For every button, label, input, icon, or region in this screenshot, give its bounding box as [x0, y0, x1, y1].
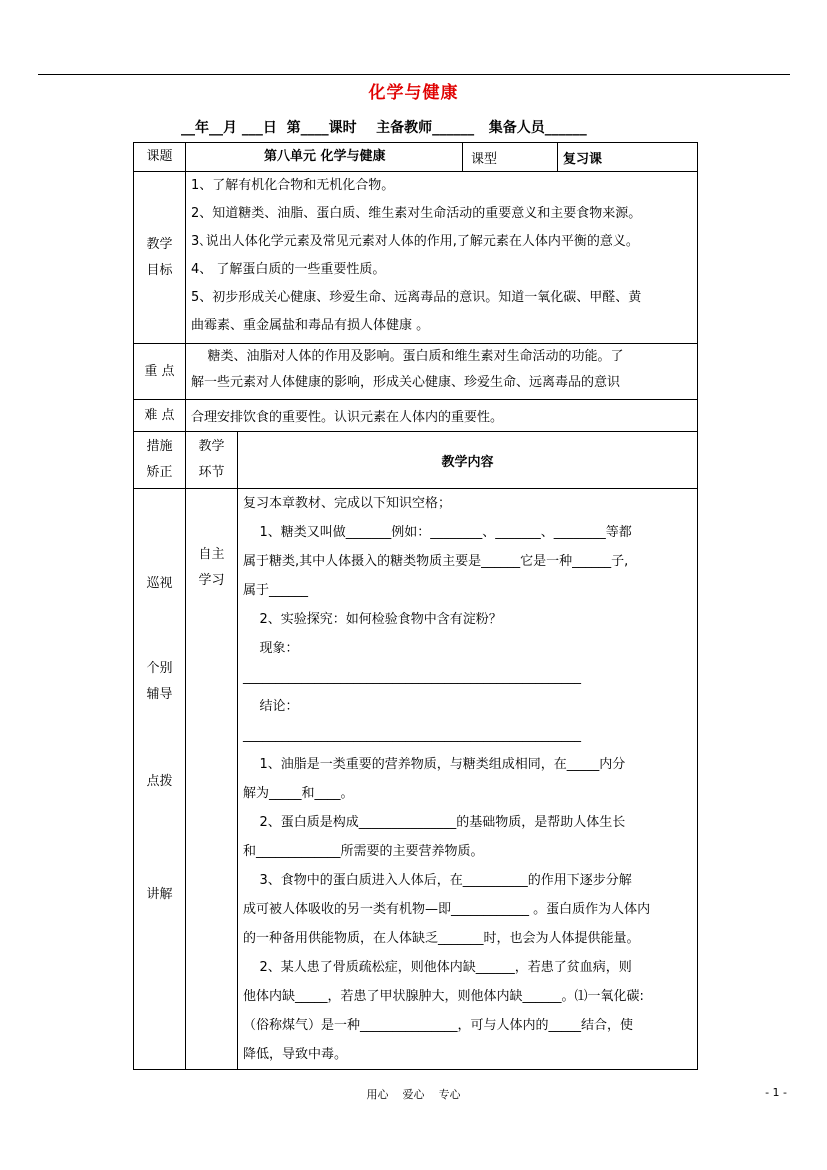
- content-line: 属于______: [243, 583, 309, 598]
- side-label: 讲解: [146, 887, 173, 902]
- type-value: 复习课: [558, 143, 698, 172]
- side-label: 点拨: [146, 774, 173, 789]
- content-line: 3、食物中的蛋白质进入人体后，在__________的作用下逐步分解: [243, 873, 632, 888]
- key-points-label: 重 点: [134, 344, 186, 400]
- goal-item: 5、初步形成关心健康、珍爱生命、远离毒品的意识。知道一氧化碳、甲醛、黄: [191, 290, 642, 305]
- topic-value: 第八单元 化学与健康: [186, 143, 463, 172]
- content-line: 结论：: [243, 699, 299, 714]
- content-line: 解为_____和____。: [243, 786, 354, 801]
- goal-item: 3､说出人体化学元素及常见元素对人体的作用,了解元素在人体内平衡的意义。: [191, 234, 639, 249]
- header-rule: [38, 74, 790, 75]
- content-line: ____________________________________________________: [243, 670, 581, 685]
- goals-label-2: 目标: [146, 262, 173, 278]
- content-line: 2、某人患了骨质疏松症，则他体内缺______，若患了贫血病，则: [243, 960, 632, 975]
- key-points-content: [186, 344, 698, 400]
- measures-header: [134, 432, 186, 489]
- content-line: 复习本章教材、完成以下知识空格；: [243, 496, 452, 511]
- content-line: 1、糖类又叫做_______例如：________、_______、________等都: [243, 525, 632, 540]
- measures-column: [134, 489, 186, 1070]
- measures-header-2: 矫正: [146, 465, 173, 480]
- key-points-row: [134, 344, 698, 400]
- difficulty-row: [134, 400, 698, 432]
- stage-column: [186, 489, 238, 1070]
- goal-item: 4、 了解蛋白质的一些重要性质。: [191, 262, 386, 277]
- content-row: [134, 489, 698, 1070]
- stage-header-2: 环节: [198, 465, 225, 480]
- content-line: 属于糖类,其中人体摄入的糖类物质主要是______它是一种______子,: [243, 554, 629, 569]
- content-line: 2、蛋白质是构成_______________的基础物质，是帮助人体生长: [243, 815, 626, 830]
- key-point-line: 糖类、油脂对人体的作用及影响。蛋白质和维生素对生命活动的功能。了: [191, 349, 624, 364]
- key-point-line: 解一些元素对人体健康的影响，形成关心健康、珍爱生命、远离毒品的意识: [191, 375, 621, 390]
- content-line: 现象：: [243, 641, 299, 656]
- content-line: 他体内缺_____，若患了甲状腺肿大，则他体内缺______。⑴一氧化碳:: [243, 989, 644, 1004]
- goals-label: [134, 172, 186, 344]
- stage-header: [186, 432, 238, 489]
- content-line: （俗称煤气）是一种_______________，可与人体内的_____结合，使: [243, 1018, 634, 1033]
- lesson-table: [133, 142, 698, 1070]
- content-line: 降低，导致中毒。: [243, 1047, 348, 1062]
- side-label: 个别: [146, 661, 173, 676]
- topic-row: [134, 143, 698, 172]
- topic-label: 课题: [134, 143, 186, 172]
- stage-label: 学习: [198, 573, 225, 588]
- page-number: - 1 -: [765, 1086, 787, 1099]
- content-header-row: [134, 432, 698, 489]
- content-line: 1、油脂是一类重要的营养物质，与糖类组成相同，在_____内分: [243, 757, 626, 772]
- content-body: [238, 489, 698, 1070]
- meta-line: __年__月 ___日 第____课时 主备教师______ 集备人员______: [181, 120, 587, 136]
- difficulty-label: 难 点: [134, 400, 186, 432]
- goal-item: 2、知道糖类、油脂、蛋白质、维生素对生命活动的重要意义和主要食物来源。: [191, 206, 642, 221]
- page-title: 化学与健康: [368, 83, 459, 103]
- content-line: 的一种备用供能物质，在人体缺乏_______时，也会为人体提供能量。: [243, 931, 640, 946]
- goals-content: [186, 172, 698, 344]
- goal-item: 1、了解有机化合物和无机化合物。: [191, 178, 395, 193]
- side-label: 辅导: [146, 687, 173, 702]
- content-header: 教学内容: [238, 432, 698, 489]
- difficulty-content: 合理安排饮食的重要性。认识元素在人体内的重要性。: [186, 400, 698, 432]
- goals-label-1: 教学: [146, 236, 173, 252]
- content-line: 成可被人体吸收的另一类有机物—即____________ 。蛋白质作为人体内: [243, 902, 651, 917]
- stage-label: 自主: [198, 547, 225, 562]
- footer-text: 用心 爱心 专心: [366, 1088, 461, 1101]
- goal-item: 曲霉素、重金属盐和毒品有损人体健康 。: [191, 318, 430, 333]
- side-label: 巡视: [146, 576, 173, 591]
- content-line: 和_____________所需要的主要营养物质。: [243, 844, 484, 859]
- goals-row: [134, 172, 698, 344]
- content-line: ____________________________________________________: [243, 728, 581, 743]
- stage-header-1: 教学: [198, 439, 225, 454]
- type-label: 课型: [463, 143, 558, 172]
- measures-header-1: 措施: [146, 439, 173, 454]
- content-line: 2、实验探究：如何检验食物中含有淀粉？: [243, 612, 502, 627]
